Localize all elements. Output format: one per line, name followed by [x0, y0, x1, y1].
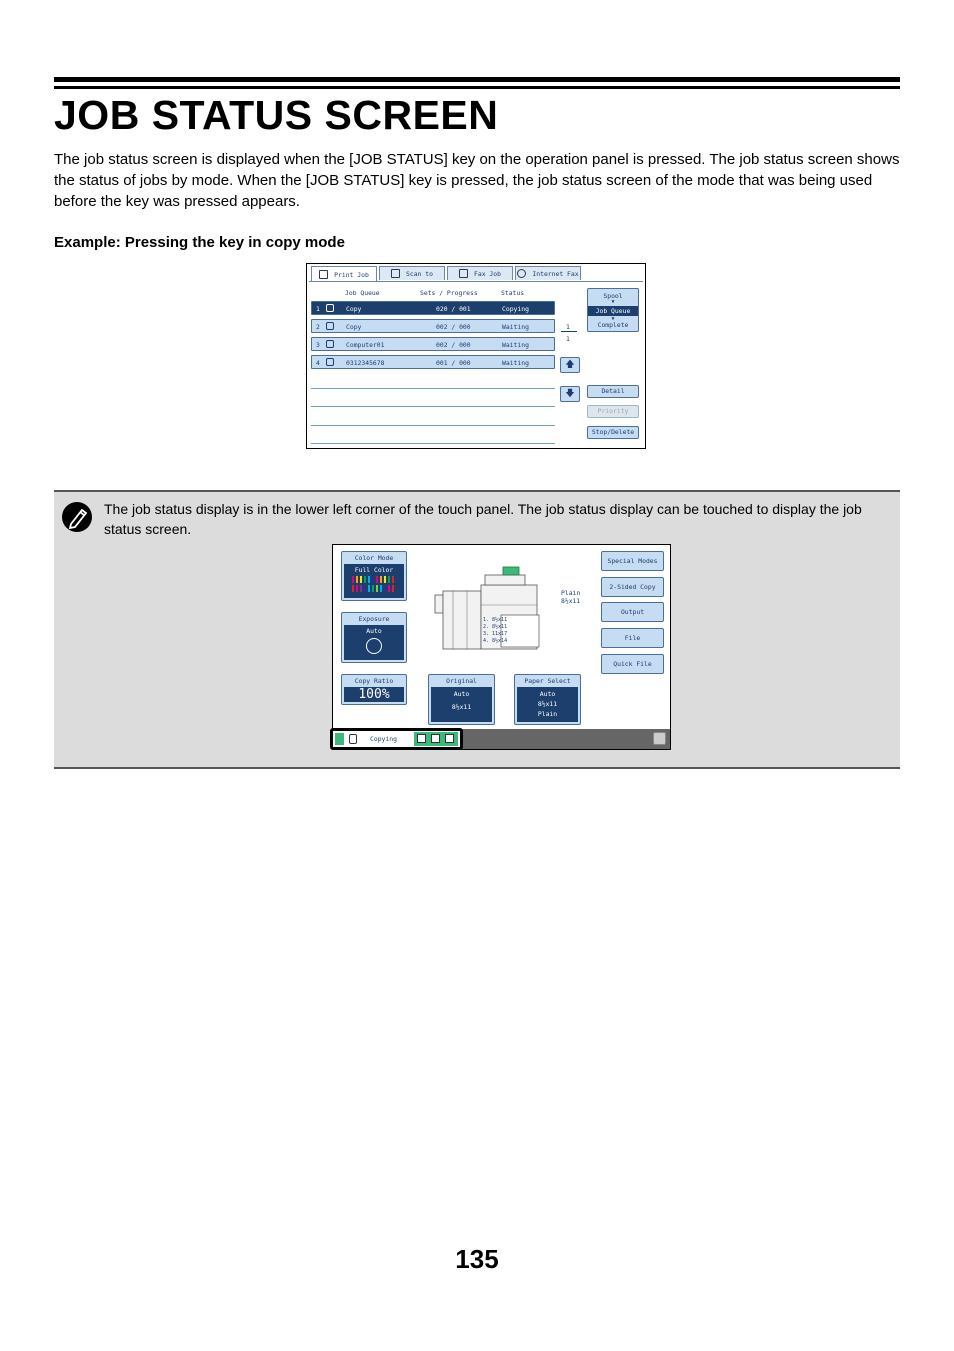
exposure-value: Auto	[366, 627, 382, 635]
tray-item: 4. 8½x14	[483, 638, 508, 644]
page-number: 135	[455, 1244, 499, 1274]
job-sets: 001 / 000	[436, 359, 471, 367]
output-button[interactable]: Output	[601, 602, 664, 622]
job-row[interactable]	[311, 301, 555, 315]
original-value: Auto	[453, 690, 470, 698]
job-sets: 002 / 000	[436, 323, 471, 331]
quick-file-button[interactable]: Quick File	[601, 654, 664, 674]
copy-icon	[326, 304, 334, 312]
paper-select-value-box	[517, 687, 578, 722]
color-mode-label: Color Mode	[354, 554, 394, 562]
print-job-icon	[431, 734, 440, 743]
tab-scan-to[interactable]	[379, 266, 445, 280]
spool-label[interactable]: Spool	[603, 292, 623, 300]
paper-select-button[interactable]	[514, 674, 581, 725]
color-bars-icon	[352, 576, 396, 592]
tab-label: Fax Job	[474, 269, 501, 278]
tray-item: 1. 8½x11	[483, 617, 508, 623]
job-status: Waiting	[502, 359, 529, 367]
tab-print-job[interactable]	[311, 266, 377, 282]
color-mode-button[interactable]	[341, 551, 407, 601]
exposure-button[interactable]	[341, 612, 407, 663]
job-name: Computer01	[346, 341, 385, 349]
job-queue-option[interactable]: Job Queue	[588, 306, 638, 316]
empty-row	[311, 443, 555, 444]
settings-icon[interactable]	[653, 732, 666, 745]
tray-info-type: Plain	[561, 589, 581, 597]
original-size: 8½x11	[451, 703, 472, 711]
job-sets: 020 / 001	[436, 305, 471, 313]
top-rule	[54, 77, 900, 82]
complete-option[interactable]: Complete	[597, 321, 629, 329]
page-divider	[561, 331, 577, 332]
tray-item: 2. 8½x11	[483, 624, 508, 630]
example-heading: Example: Pressing the key in copy mode	[54, 234, 345, 251]
pencil-note-icon	[62, 502, 92, 532]
exposure-icon	[366, 638, 382, 654]
scroll-down-button[interactable]: 🡇	[560, 386, 580, 402]
copy-icon	[326, 322, 334, 330]
paper-select-label: Paper Select	[524, 677, 571, 685]
chevron-down-icon: ▼	[611, 316, 615, 322]
tab-internet-fax[interactable]	[515, 266, 581, 280]
job-number: 1	[316, 305, 320, 313]
job-row[interactable]	[311, 319, 555, 333]
color-mode-value-box	[344, 564, 404, 598]
tray-list	[483, 617, 507, 645]
page-title: JOB STATUS SCREEN	[54, 92, 499, 138]
tray-info	[561, 589, 580, 605]
two-sided-copy-button[interactable]: 2-Sided Copy	[601, 577, 664, 597]
job-number: 4	[316, 359, 320, 367]
page-total: 1	[566, 335, 570, 343]
fax-icon	[459, 269, 468, 278]
column-status: Status	[501, 289, 525, 297]
job-status-screen	[306, 263, 646, 449]
file-button[interactable]: File	[601, 628, 664, 648]
globe-icon	[517, 269, 526, 278]
tab-divider	[309, 281, 643, 282]
exposure-label: Exposure	[358, 615, 390, 623]
note-text: The job status display is in the lower left corner of the touch panel. The job status display can be touched to display the job status screen.	[104, 501, 862, 537]
original-label: Original	[446, 677, 477, 685]
priority-button[interactable]: Priority	[587, 405, 639, 418]
fax-icon	[326, 358, 334, 366]
top-rule-2	[54, 86, 900, 89]
spool-selector[interactable]	[587, 288, 639, 332]
intro-paragraph: The job status screen is displayed when the [JOB STATUS] key on the operation panel is pressed. The job status screen shows the status of jobs by mode. When the [JOB STATUS] key is pressed, the job status screen of the mode that was being used before the key was pressed appears.	[54, 151, 900, 210]
printer-icon	[319, 270, 328, 279]
paper-select-size: 8½x11	[537, 700, 558, 708]
special-modes-button[interactable]: Special Modes	[601, 551, 664, 571]
job-status: Waiting	[502, 341, 529, 349]
tab-label: Scan to	[406, 269, 433, 278]
column-sets-progress: Sets / Progress	[420, 289, 478, 297]
job-row[interactable]	[311, 355, 555, 369]
copy-mode-screen	[332, 544, 671, 750]
status-text: Copying	[370, 735, 397, 743]
job-status: Waiting	[502, 323, 529, 331]
job-sets: 002 / 000	[436, 341, 471, 349]
copy-ratio-button[interactable]	[341, 674, 407, 705]
job-name: 0312345678	[346, 359, 385, 367]
copy-icon	[349, 734, 357, 744]
copy-ratio-value: 100%	[344, 687, 404, 702]
stop-delete-button[interactable]: Stop/Delete	[587, 426, 639, 439]
page-current: 1	[566, 323, 570, 331]
computer-icon	[326, 340, 334, 348]
color-mode-value: Full Color	[354, 566, 394, 574]
original-value-box	[431, 687, 492, 722]
paper-select-value: Auto	[539, 690, 556, 698]
job-name: Copy	[346, 305, 362, 313]
column-job-queue: Job Queue	[345, 289, 380, 297]
machine-illustration-icon	[433, 565, 593, 655]
original-button[interactable]	[428, 674, 495, 725]
job-mode-icons	[414, 732, 458, 746]
tray-item: 3. 11x17	[483, 631, 508, 637]
exposure-value-box	[344, 625, 404, 660]
tab-fax-job[interactable]	[447, 266, 513, 280]
status-indicator-icon	[335, 733, 344, 745]
chevron-down-icon: ▼	[611, 299, 615, 305]
job-status: Copying	[502, 305, 529, 313]
tab-label: Internet Fax	[532, 269, 579, 278]
job-row[interactable]	[311, 337, 555, 351]
empty-row	[311, 406, 555, 407]
scanner-icon	[391, 269, 400, 278]
empty-row	[311, 388, 555, 389]
copy-job-icon	[417, 734, 426, 743]
paper-select-type: Plain	[537, 710, 558, 718]
fax-job-icon	[445, 734, 454, 743]
empty-row	[311, 425, 555, 426]
tab-label: Print Job	[334, 270, 369, 279]
job-status-display[interactable]	[330, 728, 463, 750]
detail-button[interactable]: Detail	[587, 385, 639, 398]
job-number: 2	[316, 323, 320, 331]
scroll-up-button[interactable]: 🡅	[560, 357, 580, 373]
copy-ratio-label: Copy Ratio	[354, 677, 394, 685]
tray-info-size: 8½x11	[561, 597, 581, 605]
job-number: 3	[316, 341, 320, 349]
job-name: Copy	[346, 323, 362, 331]
